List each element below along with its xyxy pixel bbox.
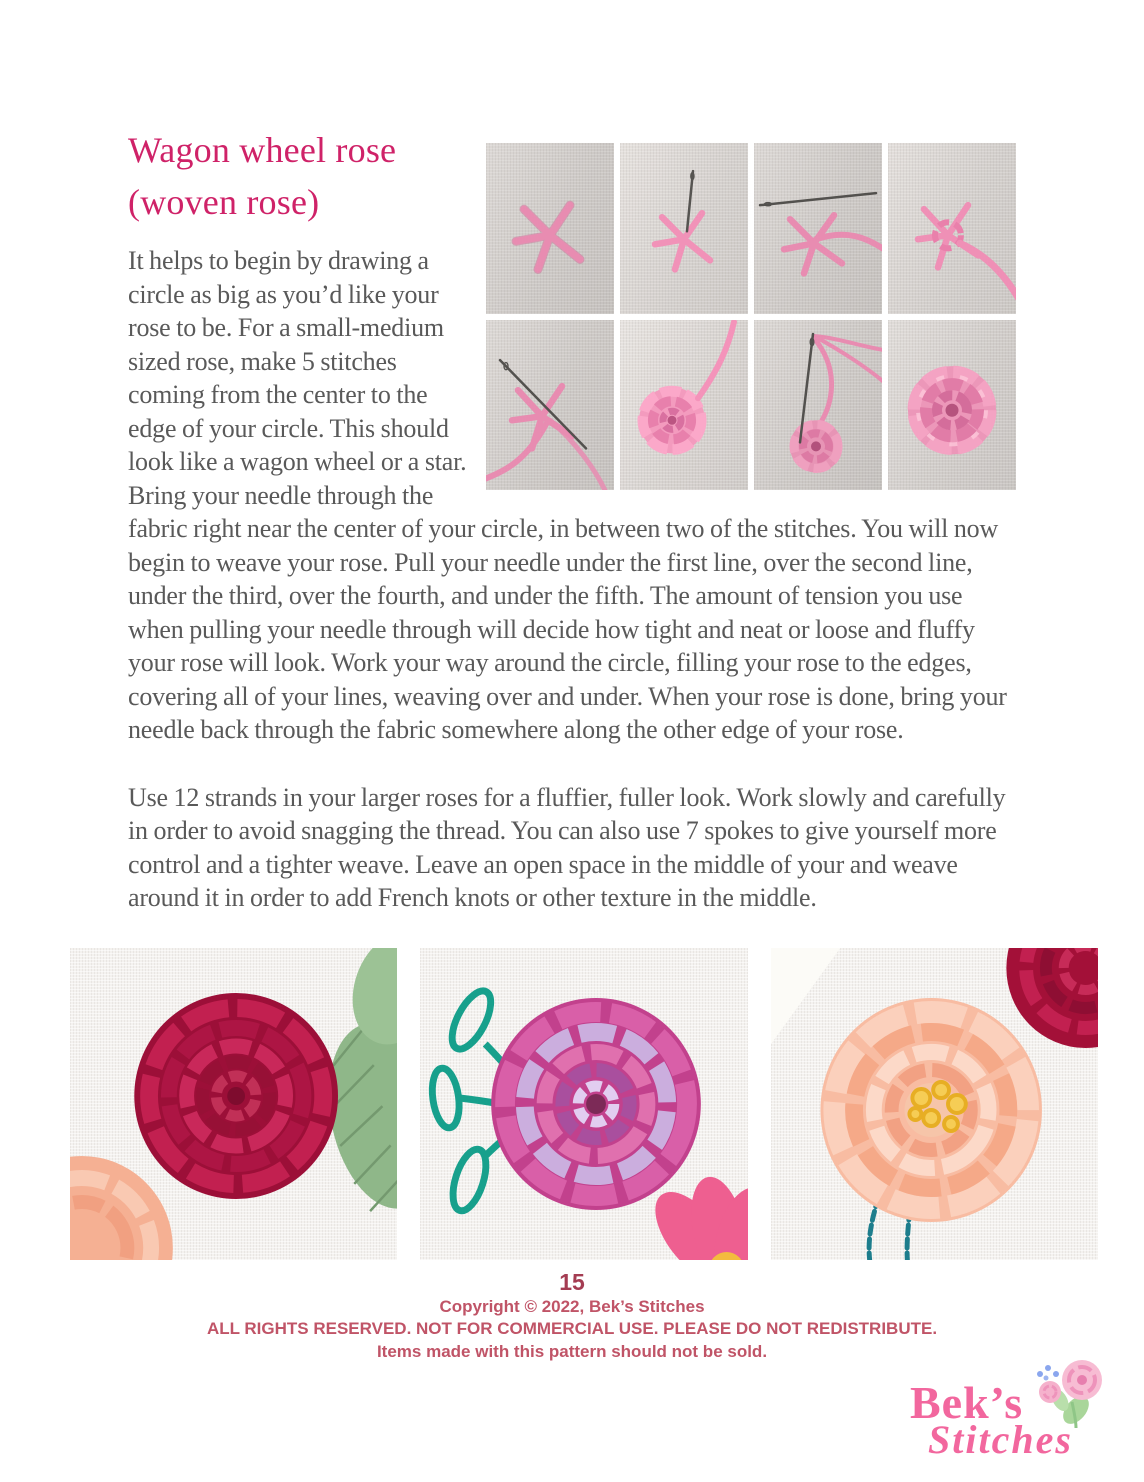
title-line-2: (woven rose) bbox=[128, 182, 320, 222]
needle-up-illustration bbox=[620, 143, 748, 314]
small-rose-illustration bbox=[620, 320, 748, 491]
logo-word-stitches: Stitches bbox=[928, 1417, 1073, 1462]
step-photo-needle-weave bbox=[754, 143, 882, 314]
weaving-needle-illustration bbox=[754, 143, 882, 314]
page-footer bbox=[0, 1269, 1144, 1364]
finished-rose-illustration bbox=[888, 320, 1016, 491]
diagonal-needle-illustration bbox=[486, 320, 614, 491]
gallery-photo-peach-rose bbox=[771, 948, 1098, 1260]
step-photo-small-rose bbox=[620, 320, 748, 491]
variegated-rose-illustration bbox=[420, 948, 747, 1260]
page-number: 15 bbox=[559, 1268, 585, 1295]
step-photo-rose-loose-threads bbox=[754, 320, 882, 491]
step-photo-needle-up bbox=[620, 143, 748, 314]
step-photo-finished-rose bbox=[888, 320, 1016, 491]
rights-line: ALL RIGHTS RESERVED. NOT FOR COMMERCIAL USE. PLEASE DO NOT REDISTRIBUTE. bbox=[206, 1319, 938, 1338]
crimson-rose-illustration bbox=[70, 948, 397, 1260]
peach-rose-illustration bbox=[771, 948, 1098, 1260]
instructions-paragraph-2: Use 12 strands in your larger roses for a fluffier, fuller look. Work slowly and carefully in order to avoid snagging the thread. You can also use 7 spokes to give yourself more control and a tighter weave. Leave an open space in the middle of your and weave around it in order to add French knots or other texture in the middle. bbox=[128, 782, 1006, 912]
rose-loose-threads-illustration bbox=[754, 320, 882, 491]
copyright-line: Copyright © 2022, Bek’s Stitches bbox=[439, 1296, 705, 1316]
example-photo-gallery bbox=[70, 948, 1098, 1260]
step-photo-diagonal-needle bbox=[486, 320, 614, 491]
step-photo-grid bbox=[486, 143, 1016, 490]
logo-word-beks: Bek’s bbox=[910, 1377, 1024, 1428]
gallery-photo-variegated-rose bbox=[420, 948, 747, 1260]
title-line-1: Wagon wheel rose bbox=[128, 130, 397, 170]
gallery-photo-crimson-rose bbox=[70, 948, 397, 1260]
pattern-terms-line: Items made with this pattern should not be sold. bbox=[376, 1341, 768, 1361]
beks-stitches-logo bbox=[900, 1356, 1122, 1478]
star-stitch-illustration bbox=[486, 143, 614, 314]
step-photo-star bbox=[486, 143, 614, 314]
step-photo-thread-woven bbox=[888, 143, 1016, 314]
instructions-paragraph-1: It helps to begin by drawing a circle as big as you’d like your rose to be. For a small-medium sized rose, make 5 stitches coming from the center to the edge of your circle. This should look like a wagon wheel or a star. Bring your needle through the fabric right near the center of your circle, in between two of the stitches. You will now begin to weave your rose. Pull your needle under the first line, over the second line, under the third, over the fourth, and under the fifth. The amount of tension you use when pulling your needle through will decide how tight and neat or loose and fluffy your rose will look. Work your way around the circle, filling your rose to the edges, covering all of your lines, weaving over and under. When your rose is done, bring your needle back through the fabric somewhere along the other edge of your rose. bbox=[128, 246, 1007, 744]
woven-star-illustration bbox=[888, 143, 1016, 314]
